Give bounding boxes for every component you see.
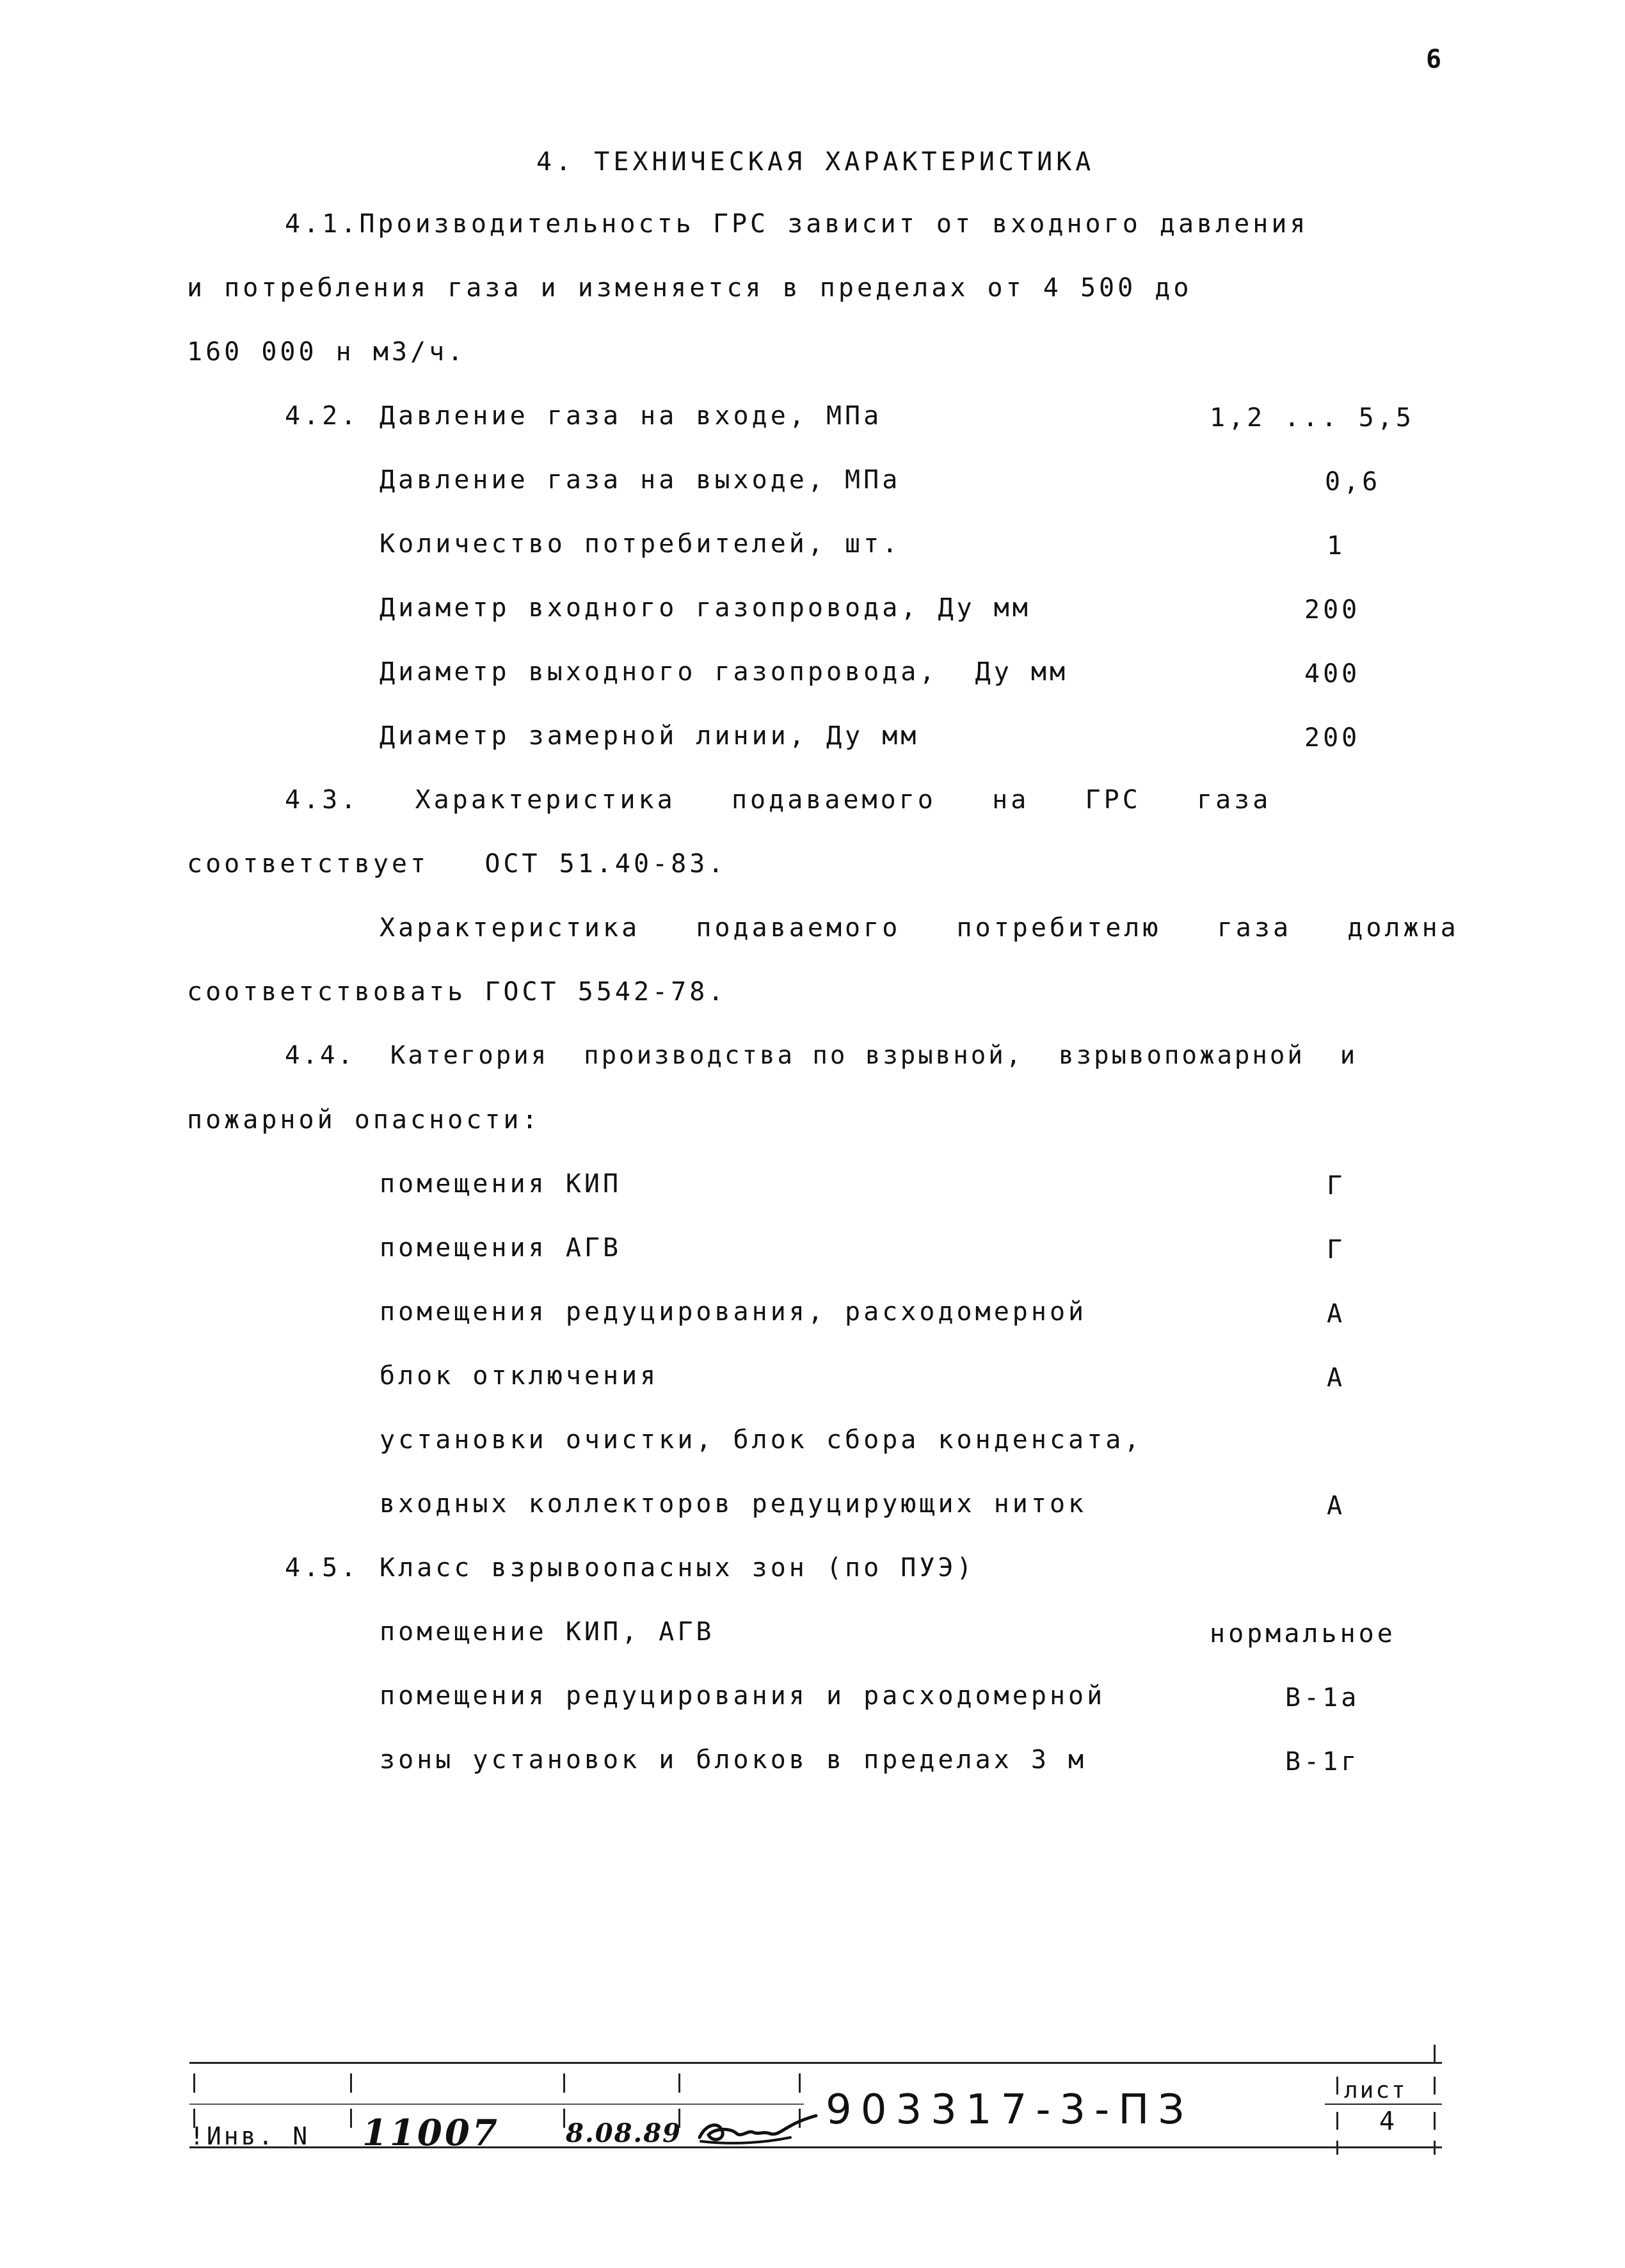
para-4-3-line-3: Характеристика подаваемого потребителю газа должна — [380, 913, 1459, 943]
stamp-vline — [350, 2109, 352, 2128]
zone-row-value: В-1а — [1285, 1683, 1360, 1713]
category-row-label: помещения редуцирования, расходомерной — [380, 1297, 1087, 1327]
para-4-5-number: 4.5. — [285, 1553, 360, 1583]
sheet-label: лист — [1344, 2077, 1407, 2104]
para-4-3-line-1: 4.3. Характеристика подаваемого на ГРС газа — [285, 785, 1272, 815]
spec-row-value: 200 — [1304, 595, 1361, 625]
stamp-vline — [678, 2073, 680, 2093]
category-row-label: входных коллекторов редуцирующих ниток — [380, 1489, 1087, 1519]
zone-row-value: нормальное — [1210, 1619, 1396, 1649]
para-4-4-line-2: пожарной опасности: — [187, 1105, 541, 1135]
category-row-value: Г — [1327, 1235, 1346, 1265]
stamp-sheet-line — [1325, 2104, 1442, 2105]
stamp-vline — [563, 2109, 565, 2128]
zone-row-label: помещение КИП, АГВ — [380, 1617, 715, 1647]
stamp-vline — [1434, 2077, 1436, 2095]
category-row-label: помещения КИП — [380, 1169, 622, 1199]
inventory-label: !Инв. N — [189, 2122, 310, 2150]
para-4-5-title: Класс взрывоопасных зон (по ПУЭ) — [380, 1553, 975, 1583]
spec-row-label: Диаметр замерной линии, Ду мм — [380, 721, 920, 751]
para-4-1-line-3: 160 000 н м3/ч. — [187, 337, 467, 367]
para-4-3-line-4: соответствовать ГОСТ 5542-78. — [187, 977, 727, 1007]
stamp-vline — [799, 2073, 801, 2093]
zone-row-label: помещения редуцирования и расходомерной — [380, 1681, 1106, 1711]
para-4-1-line-1: 4.1.Производительность ГРС зависит от входного давления — [285, 209, 1309, 239]
sheet-number: 4 — [1379, 2107, 1398, 2136]
para-4-4-line-1: 4.4. Категория производства по взрывной, взрывопожарной и — [285, 1041, 1358, 1070]
spec-row-value: 1 — [1327, 531, 1346, 561]
document-number: 903317-3-ПЗ — [826, 2086, 1194, 2134]
stamp-vline — [1434, 2141, 1436, 2155]
spec-row-label: Количество потребителей, шт. — [380, 529, 901, 559]
inventory-number: 11007 — [362, 2112, 500, 2154]
stamp-top-line — [189, 2062, 1442, 2064]
spec-row-label: Диаметр входного газопровода, Ду мм — [380, 593, 1031, 623]
category-row-label: помещения АГВ — [380, 1233, 622, 1263]
page-number: 6 — [1426, 45, 1442, 74]
category-row-label: установки очистки, блок сбора конденсата, — [380, 1425, 1143, 1455]
stamp-vline — [1336, 2112, 1338, 2130]
spec-row-value: 200 — [1304, 723, 1361, 753]
stamp-vline — [1336, 2141, 1338, 2155]
spec-row-value: 1,2 ... 5,5 — [1210, 403, 1414, 433]
stamp-vline — [1336, 2077, 1338, 2095]
stamp-vline — [193, 2073, 195, 2093]
stamp-vline — [1434, 2112, 1436, 2130]
category-row-value: А — [1327, 1363, 1346, 1393]
category-row-value: А — [1327, 1299, 1346, 1329]
para-4-3-line-2: соответствует ОСТ 51.40-83. — [187, 849, 727, 879]
spec-row-label: Давление газа на выходе, МПа — [380, 465, 901, 495]
para-4-2-number: 4.2. — [285, 401, 360, 431]
spec-row-value: 400 — [1304, 659, 1361, 689]
section-title: 4. ТЕХНИЧЕСКАЯ ХАРАКТЕРИСТИКА — [536, 147, 1095, 177]
para-4-1-line-2: и потребления газа и изменяется в пределах от 4 500 до — [187, 273, 1192, 303]
signature-icon — [694, 2112, 822, 2150]
stamp-mid-line — [189, 2104, 804, 2105]
spec-row-value: 0,6 — [1325, 467, 1381, 497]
date-signature: 8.08.89 — [566, 2118, 692, 2148]
stamp-vline — [1434, 2045, 1436, 2064]
category-row-value: Г — [1327, 1171, 1346, 1201]
category-row-value: А — [1327, 1491, 1346, 1521]
zone-row-value: В-1г — [1285, 1747, 1360, 1777]
spec-row-label: Давление газа на входе, МПа — [380, 401, 883, 431]
spec-row-label: Диаметр выходного газопровода, Ду мм — [380, 657, 1069, 687]
stamp-vline — [563, 2073, 565, 2093]
category-row-label: блок отключения — [380, 1361, 659, 1391]
stamp-vline — [350, 2073, 352, 2093]
zone-row-label: зоны установок и блоков в пределах 3 м — [380, 1745, 1087, 1775]
